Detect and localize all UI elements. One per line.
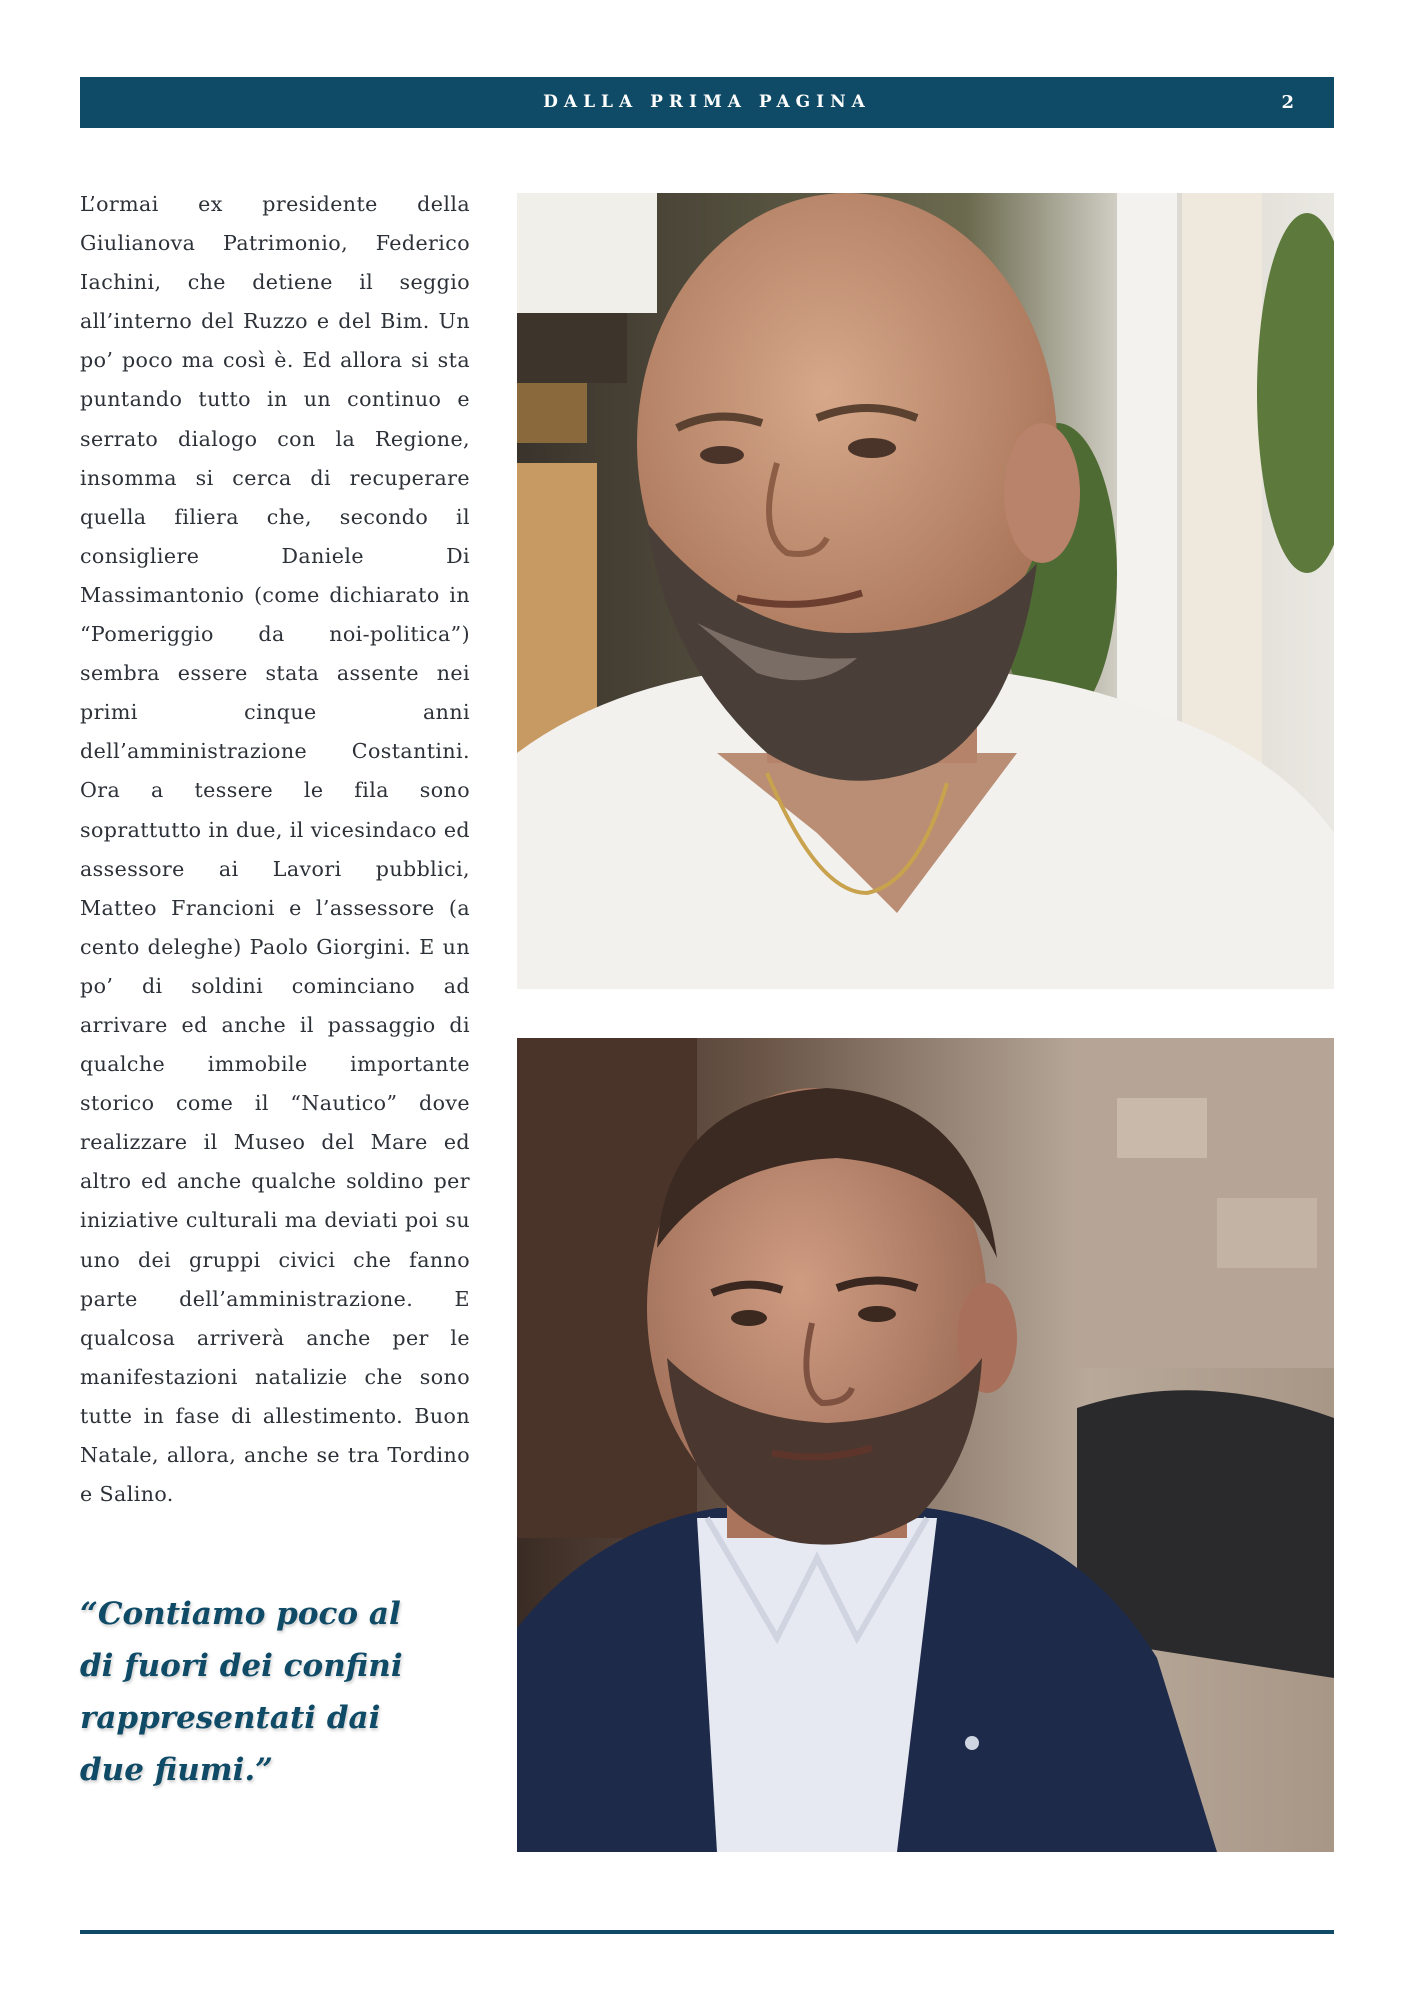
article-paragraph: L’ormai ex presidente della Giulianova Patrimonio, Federico Iachini, che detiene il seggio all’interno del Ruzzo e del Bim. Un po’ poco ma così è. Ed allora si sta puntando tutto in un continuo e serrato dialogo con la Regione, insomma si cerca di recuperare quella filiera che, secondo il consigliere Daniele Di Massimantonio (come dichiarato in “Pomeriggio da noi-politica”) sembra essere stata assente nei primi cinque anni dell’amministrazione Costantini. Ora a tessere le fila sono soprattutto in due, il vicesindaco ed assessore ai Lavori pubblici, Matteo Francioni e l’assessore (a cento deleghe) Paolo Giorgini. E un po’ di soldini cominciano ad arrivare ed anche il passaggio di qualche immobile importante storico come il “Nautico” dove realizzare il Museo del Mare ed altro ed anche qualche soldino per iniziative culturali ma deviati poi su uno dei gruppi civici che fanno parte dell’amministrazione. E qualcosa arriverà anche per le manifestazioni natalizie che sono tutte in fase di allestimento. Buon Natale, allora, anche se tra Tordino e Salino. xyxy=(80,192,470,1507)
section-header-bar xyxy=(80,77,1334,128)
section-title: DALLA PRIMA PAGINA xyxy=(543,92,871,112)
article-body xyxy=(80,185,470,1514)
portrait-photo-bald-man xyxy=(517,193,1334,989)
page-number: 2 xyxy=(1281,92,1294,113)
footer-divider xyxy=(80,1930,1334,1934)
portrait-photo-man-in-blazer xyxy=(517,1038,1334,1852)
pull-quote: “Contiamo poco al di fuori dei confini rappresentati dai due fiumi.” xyxy=(80,1596,403,1788)
